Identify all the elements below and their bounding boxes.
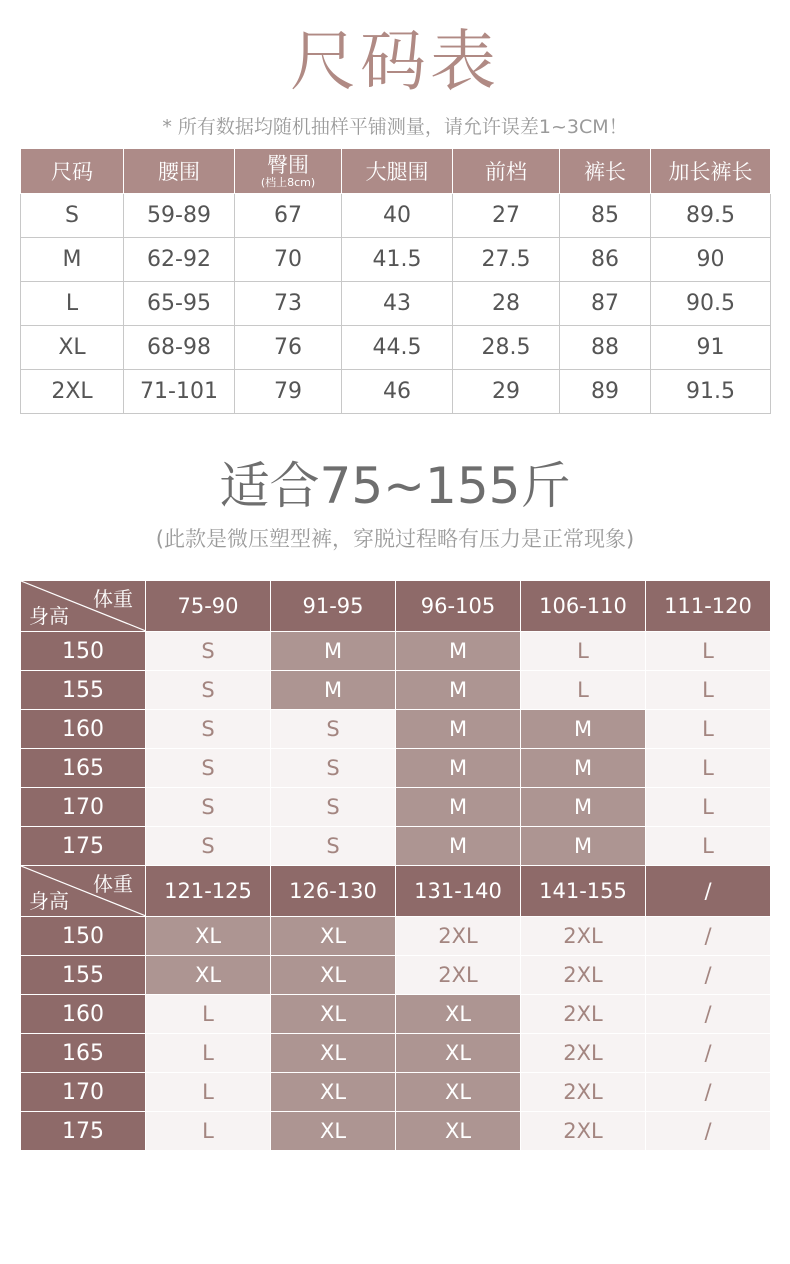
- table-row: [21, 1034, 771, 1073]
- recommended-size-cell: /: [646, 956, 771, 995]
- recommended-size-cell: L: [521, 671, 646, 710]
- recommended-size-cell: L: [646, 671, 771, 710]
- size-cell: 89.5: [651, 194, 771, 238]
- weight-range-header: 126-130: [271, 866, 396, 917]
- height-label: 175: [21, 827, 146, 866]
- weight-range-title: 适合75~155斤: [219, 457, 571, 515]
- size-cell: 67: [235, 194, 342, 238]
- size-cell: 29: [453, 370, 560, 414]
- size-cell: 68-98: [124, 326, 235, 370]
- recommended-size-cell: M: [396, 632, 521, 671]
- height-label: 155: [21, 671, 146, 710]
- size-cell: 91.5: [651, 370, 771, 414]
- corner-weight-label: 体重: [93, 872, 133, 896]
- table-row: [21, 632, 771, 671]
- size-cell: 40: [342, 194, 453, 238]
- table-row: [21, 370, 771, 414]
- recommended-size-cell: L: [146, 1034, 271, 1073]
- weight-range-header: 106-110: [521, 581, 646, 632]
- recommended-size-cell: /: [646, 995, 771, 1034]
- table-row: [21, 671, 771, 710]
- size-cell: 28.5: [453, 326, 560, 370]
- recommended-size-cell: XL: [146, 917, 271, 956]
- weight-range-header: /: [646, 866, 771, 917]
- recommended-size-cell: M: [396, 710, 521, 749]
- weight-range-header: 141-155: [521, 866, 646, 917]
- table-row: [21, 995, 771, 1034]
- recommended-size-cell: M: [396, 671, 521, 710]
- height-label: 155: [21, 956, 146, 995]
- size-cell: 90: [651, 238, 771, 282]
- size-cell: 27.5: [453, 238, 560, 282]
- size-cell: 27: [453, 194, 560, 238]
- size-cell: 44.5: [342, 326, 453, 370]
- table-row: [21, 282, 771, 326]
- table-row: [21, 194, 771, 238]
- recommended-size-cell: XL: [146, 956, 271, 995]
- recommended-size-cell: /: [646, 1112, 771, 1151]
- recommended-size-cell: L: [646, 788, 771, 827]
- size-cell: 46: [342, 370, 453, 414]
- weight-range-header: 111-120: [646, 581, 771, 632]
- size-cell: 41.5: [342, 238, 453, 282]
- corner-cell: [21, 581, 146, 632]
- recommended-size-cell: 2XL: [521, 995, 646, 1034]
- corner-cell: [21, 866, 146, 917]
- page-title: 尺码表: [290, 23, 500, 100]
- size-cell: 88: [560, 326, 651, 370]
- weight-range-header: 121-125: [146, 866, 271, 917]
- recommended-size-cell: S: [146, 788, 271, 827]
- size-cell: 71-101: [124, 370, 235, 414]
- table-row: [21, 710, 771, 749]
- recommended-size-cell: 2XL: [521, 1073, 646, 1112]
- header-length: 裤长: [560, 149, 651, 194]
- recommended-size-cell: XL: [396, 1073, 521, 1112]
- recommended-size-cell: 2XL: [521, 1112, 646, 1151]
- recommended-size-cell: S: [146, 632, 271, 671]
- header-waist: 腰围: [124, 149, 235, 194]
- table-row: [21, 238, 771, 282]
- size-cell: 91: [651, 326, 771, 370]
- size-cell: XL: [21, 326, 124, 370]
- recommended-size-cell: M: [271, 671, 396, 710]
- table-row: [21, 827, 771, 866]
- size-cell: 87: [560, 282, 651, 326]
- recommended-size-cell: S: [271, 788, 396, 827]
- corner-height-label: 身高: [29, 604, 69, 628]
- recommended-size-cell: XL: [271, 995, 396, 1034]
- recommended-size-cell: M: [521, 827, 646, 866]
- table-row: [21, 1112, 771, 1151]
- header-size: 尺码: [21, 149, 124, 194]
- size-cell: 43: [342, 282, 453, 326]
- recommended-size-cell: M: [521, 749, 646, 788]
- size-cell: 62-92: [124, 238, 235, 282]
- weight-range-header: 96-105: [396, 581, 521, 632]
- height-label: 165: [21, 749, 146, 788]
- recommended-size-cell: XL: [396, 995, 521, 1034]
- table-row: [21, 1073, 771, 1112]
- size-cell: 65-95: [124, 282, 235, 326]
- size-cell: 70: [235, 238, 342, 282]
- size-cell: 79: [235, 370, 342, 414]
- recommended-size-cell: M: [521, 788, 646, 827]
- table-row: [21, 326, 771, 370]
- size-cell: 2XL: [21, 370, 124, 414]
- recommended-size-cell: S: [271, 749, 396, 788]
- size-cell: 85: [560, 194, 651, 238]
- size-cell: 59-89: [124, 194, 235, 238]
- recommended-size-cell: 2XL: [521, 917, 646, 956]
- size-cell: 76: [235, 326, 342, 370]
- recommended-size-cell: M: [396, 749, 521, 788]
- size-cell: M: [21, 238, 124, 282]
- height-weight-table: [20, 580, 771, 1151]
- recommended-size-cell: M: [396, 788, 521, 827]
- height-label: 160: [21, 995, 146, 1034]
- table-row: [21, 917, 771, 956]
- recommended-size-cell: M: [396, 827, 521, 866]
- header-hip-sub: (档上8cm): [260, 176, 316, 189]
- recommended-size-cell: /: [646, 1073, 771, 1112]
- size-chart-table: [20, 148, 771, 414]
- height-label: 170: [21, 1073, 146, 1112]
- header-thigh: 大腿围: [342, 149, 453, 194]
- recommended-size-cell: /: [646, 1034, 771, 1073]
- recommended-size-cell: S: [146, 671, 271, 710]
- height-label: 165: [21, 1034, 146, 1073]
- weight-range-note: (此款是微压塑型裤，穿脱过程略有压力是正常现象): [155, 527, 635, 551]
- header-hip-label: 臀围: [267, 153, 309, 177]
- measurement-note: * 所有数据均随机抽样平铺测量，请允许误差1~3CM！: [162, 116, 628, 138]
- recommended-size-cell: XL: [271, 956, 396, 995]
- recommended-size-cell: M: [271, 632, 396, 671]
- header-extended-length: 加长裤长: [651, 149, 771, 194]
- recommended-size-cell: 2XL: [521, 956, 646, 995]
- recommended-size-cell: L: [146, 995, 271, 1034]
- corner-height-label: 身高: [29, 889, 69, 913]
- recommended-size-cell: S: [271, 827, 396, 866]
- recommended-size-cell: S: [146, 710, 271, 749]
- recommended-size-cell: 2XL: [521, 1034, 646, 1073]
- corner-weight-label: 体重: [93, 587, 133, 611]
- recommended-size-cell: M: [521, 710, 646, 749]
- height-label: 160: [21, 710, 146, 749]
- recommended-size-cell: 2XL: [396, 956, 521, 995]
- height-label: 150: [21, 632, 146, 671]
- header-hip: [235, 149, 342, 194]
- weight-range-header: 91-95: [271, 581, 396, 632]
- header-front-rise: 前档: [453, 149, 560, 194]
- size-cell: 73: [235, 282, 342, 326]
- size-chart-header-row: [21, 149, 771, 194]
- recommended-size-cell: 2XL: [396, 917, 521, 956]
- height-label: 150: [21, 917, 146, 956]
- table-row: [21, 749, 771, 788]
- height-label: 175: [21, 1112, 146, 1151]
- size-cell: L: [21, 282, 124, 326]
- recommended-size-cell: XL: [271, 1073, 396, 1112]
- size-cell: 28: [453, 282, 560, 326]
- recommended-size-cell: XL: [271, 1112, 396, 1151]
- recommended-size-cell: XL: [396, 1034, 521, 1073]
- weight-header-row: [21, 581, 771, 632]
- weight-range-header: 131-140: [396, 866, 521, 917]
- recommended-size-cell: XL: [271, 1034, 396, 1073]
- recommended-size-cell: /: [646, 917, 771, 956]
- recommended-size-cell: L: [146, 1112, 271, 1151]
- recommended-size-cell: L: [646, 827, 771, 866]
- size-cell: S: [21, 194, 124, 238]
- recommended-size-cell: L: [646, 632, 771, 671]
- weight-range-header: 75-90: [146, 581, 271, 632]
- recommended-size-cell: L: [521, 632, 646, 671]
- recommended-size-cell: L: [646, 710, 771, 749]
- weight-header-row: [21, 866, 771, 917]
- size-cell: 89: [560, 370, 651, 414]
- recommended-size-cell: S: [271, 710, 396, 749]
- size-cell: 86: [560, 238, 651, 282]
- table-row: [21, 788, 771, 827]
- recommended-size-cell: XL: [271, 917, 396, 956]
- recommended-size-cell: S: [146, 827, 271, 866]
- recommended-size-cell: L: [646, 749, 771, 788]
- recommended-size-cell: S: [146, 749, 271, 788]
- recommended-size-cell: L: [146, 1073, 271, 1112]
- size-cell: 90.5: [651, 282, 771, 326]
- table-row: [21, 956, 771, 995]
- recommended-size-cell: XL: [396, 1112, 521, 1151]
- height-label: 170: [21, 788, 146, 827]
